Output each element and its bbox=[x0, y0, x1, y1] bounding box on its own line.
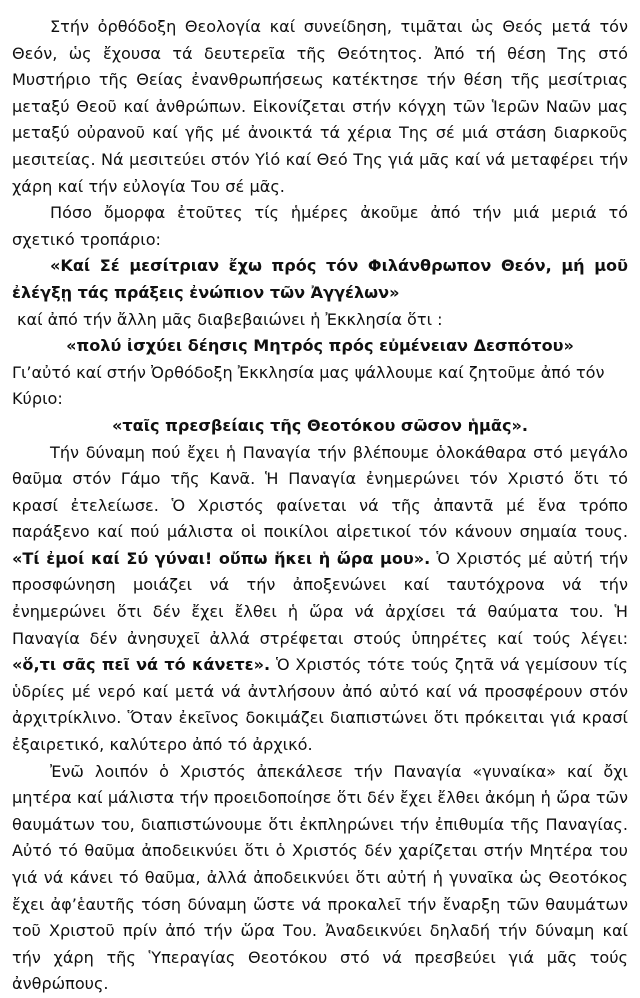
quote-deisis-mitros: «πολύ ἰσχύει δέησις Μητρός πρός εὐμένειαν Δεσπότου» bbox=[66, 336, 574, 356]
inline-text-run: Ὁ Χριστός τότε τούς ζητᾶ νά γεμίσουν τίς ὑδρίες μέ νερό καί μετά νά ἀντλήσουν ἀπό αὐτό καί νά προσφέρουν στόν ἀρχιτρίκλινο. Ὅταν ἐκεῖνος δοκιμάζει διαπιστώνει ὅτι πρόκειται γιά κρασί ἐξαιρετικό, καλύτερο ἀπό τό ἀρχικό. bbox=[12, 655, 628, 755]
paragraph-conclusion-theotokos: Ἐνῶ λοιπόν ὁ Χριστός ἀπεκάλεσε τήν Παναγία «γυναίκα» καί ὄχι μητέρα καί μάλιστα τήν προειδοποίησε ὅτι δέν ἔχει ἔλθει ἀκόμη ἡ ὥρα τῶν θαυμάτων του, διαπιστώνουμε ὅτι ἐκπληρώνει τήν ἐπιθυμία τῆς Παναγίας. Αὐτό τό θαῦμα ἀποδεικνύει ὅτι ὁ Χριστός δέν χαρίζεται στήν Μητέρα του γιά νά κάνει τό θαῦμα, ἀλλά ἀποδεικνύει ὅτι αὐτή ἡ γυναῖκα ὡς Θεοτόκος ἔχει ἀφ’ἑαυτῆς τόση δύναμη ὥστε νά προκαλεῖ τήν ἔναρξη τῶν θαυμάτων τοῦ Χριστοῦ πρίν ἀπό τήν ὥρα Του. Ἀναδεικνύει δηλαδή τήν δύναμη καί τήν χάρη τῆς Ὑπεραγίας Θεοτόκου στό νά πρεσβεύει γιά μᾶς τούς ἀνθρώπους. bbox=[12, 761, 628, 994]
lead-church-assures: καί ἀπό τήν ἄλλη μᾶς διαβεβαιώνει ἡ Ἐκκλησία ὅτι : bbox=[17, 309, 443, 329]
quote-tais-presveiais: «ταῖς πρεσβείαις τῆς Θεοτόκου σῶσον ἡμᾶς». bbox=[111, 415, 529, 435]
inline-text-run: Τήν δύναμη πού ἔχει ἡ Παναγία τήν βλέπουμε ὁλοκάθαρα στό μεγάλο θαῦμα στόν Γάμο τῆς Κανᾶ. Ἡ Παναγία ἐνημερώνει τόν Χριστό ὅτι τό κρασί ἐτελείωσε. Ὁ Χριστός φαίνεται νά τῆς ἀπαντᾶ μέ ἕνα τρόπο παράξενο καί πού μάλιστα οἱ ποικίλοι αἱρετικοί τόν κάνουν σημαία τους. bbox=[12, 442, 628, 542]
paragraph-troparion-intro: Πόσο ὄμορφα ἐτοῦτες τίς ἡμέρες ἀκοῦμε ἀπό τήν μιά μεριά τό σχετικό τροπάριο: bbox=[12, 203, 628, 249]
document-body bbox=[12, 14, 628, 998]
quote-troparion-mesitrian: «Καί Σέ μεσίτριαν ἔχω πρός τόν Φιλάνθρωπον Θεόν, μή μοῦ ἐλέγξῃ τάς πράξεις ἐνώπιον τῶν Ἀγγέλων» bbox=[12, 256, 628, 302]
paragraph-intro-theology: Στήν ὀρθόδοξη Θεολογία καί συνείδηση, τιμᾶται ὡς Θεός μετά τόν Θεόν, ὡς ἔχουσα τά δευτερεῖα τῆς Θεότητος. Ἀπό τή θέση Της στό Μυστήριο τῆς Θείας ἐνανθρωπήσεως κατέκτησε τήν θέση τῆς μεσίτριας μεταξύ Θεοῦ καί ἀνθρώπων. Εἰκονίζεται στήν κόγχη τῶν Ἱερῶν Ναῶν μας μεταξύ οὐρανοῦ καί γῆς μέ ἀνοικτά τά χέρια Της σέ μιά στάση διαρκοῦς μεσιτείας. Νά μεσιτεύει στόν Υἱό καί Θεό Της γιά μᾶς καί νά μεταφέρει τήν χάρη καί τήν εὐλογία Του σέ μᾶς. bbox=[12, 17, 628, 196]
inline-bold-quote: «ὅ,τι σᾶς πεῖ νά τό κάνετε». bbox=[12, 655, 271, 675]
inline-text-run: Ὁ Χριστός μέ αὐτή τήν προσφώνηση μοιάζει νά τήν ἀποξενώνει καί ταυτόχρονα νά τήν ἐνημερώνει ὅτι δέν ἔχει ἔλθει ἡ ὥρα νά ἀρχίσει τά θαύματα του. Ἡ Παναγία δέν ἀνησυχεῖ ἀλλά στρέφεται στούς ὑπηρέτες καί τούς λέγει: bbox=[12, 548, 628, 648]
inline-bold-quote: «Τί ἐμοί καί Σύ γύναι! οὔπω ἥκει ἡ ὥρα μου». bbox=[12, 548, 431, 568]
lead-orthodox-church-chant: Γι’αὐτό καί στήν Ὀρθόδοξη Ἐκκλησία μας ψάλλουμε καί ζητοῦμε ἀπό τόν Κύριο: bbox=[12, 362, 605, 409]
paragraph-wedding-at-cana bbox=[12, 440, 628, 759]
